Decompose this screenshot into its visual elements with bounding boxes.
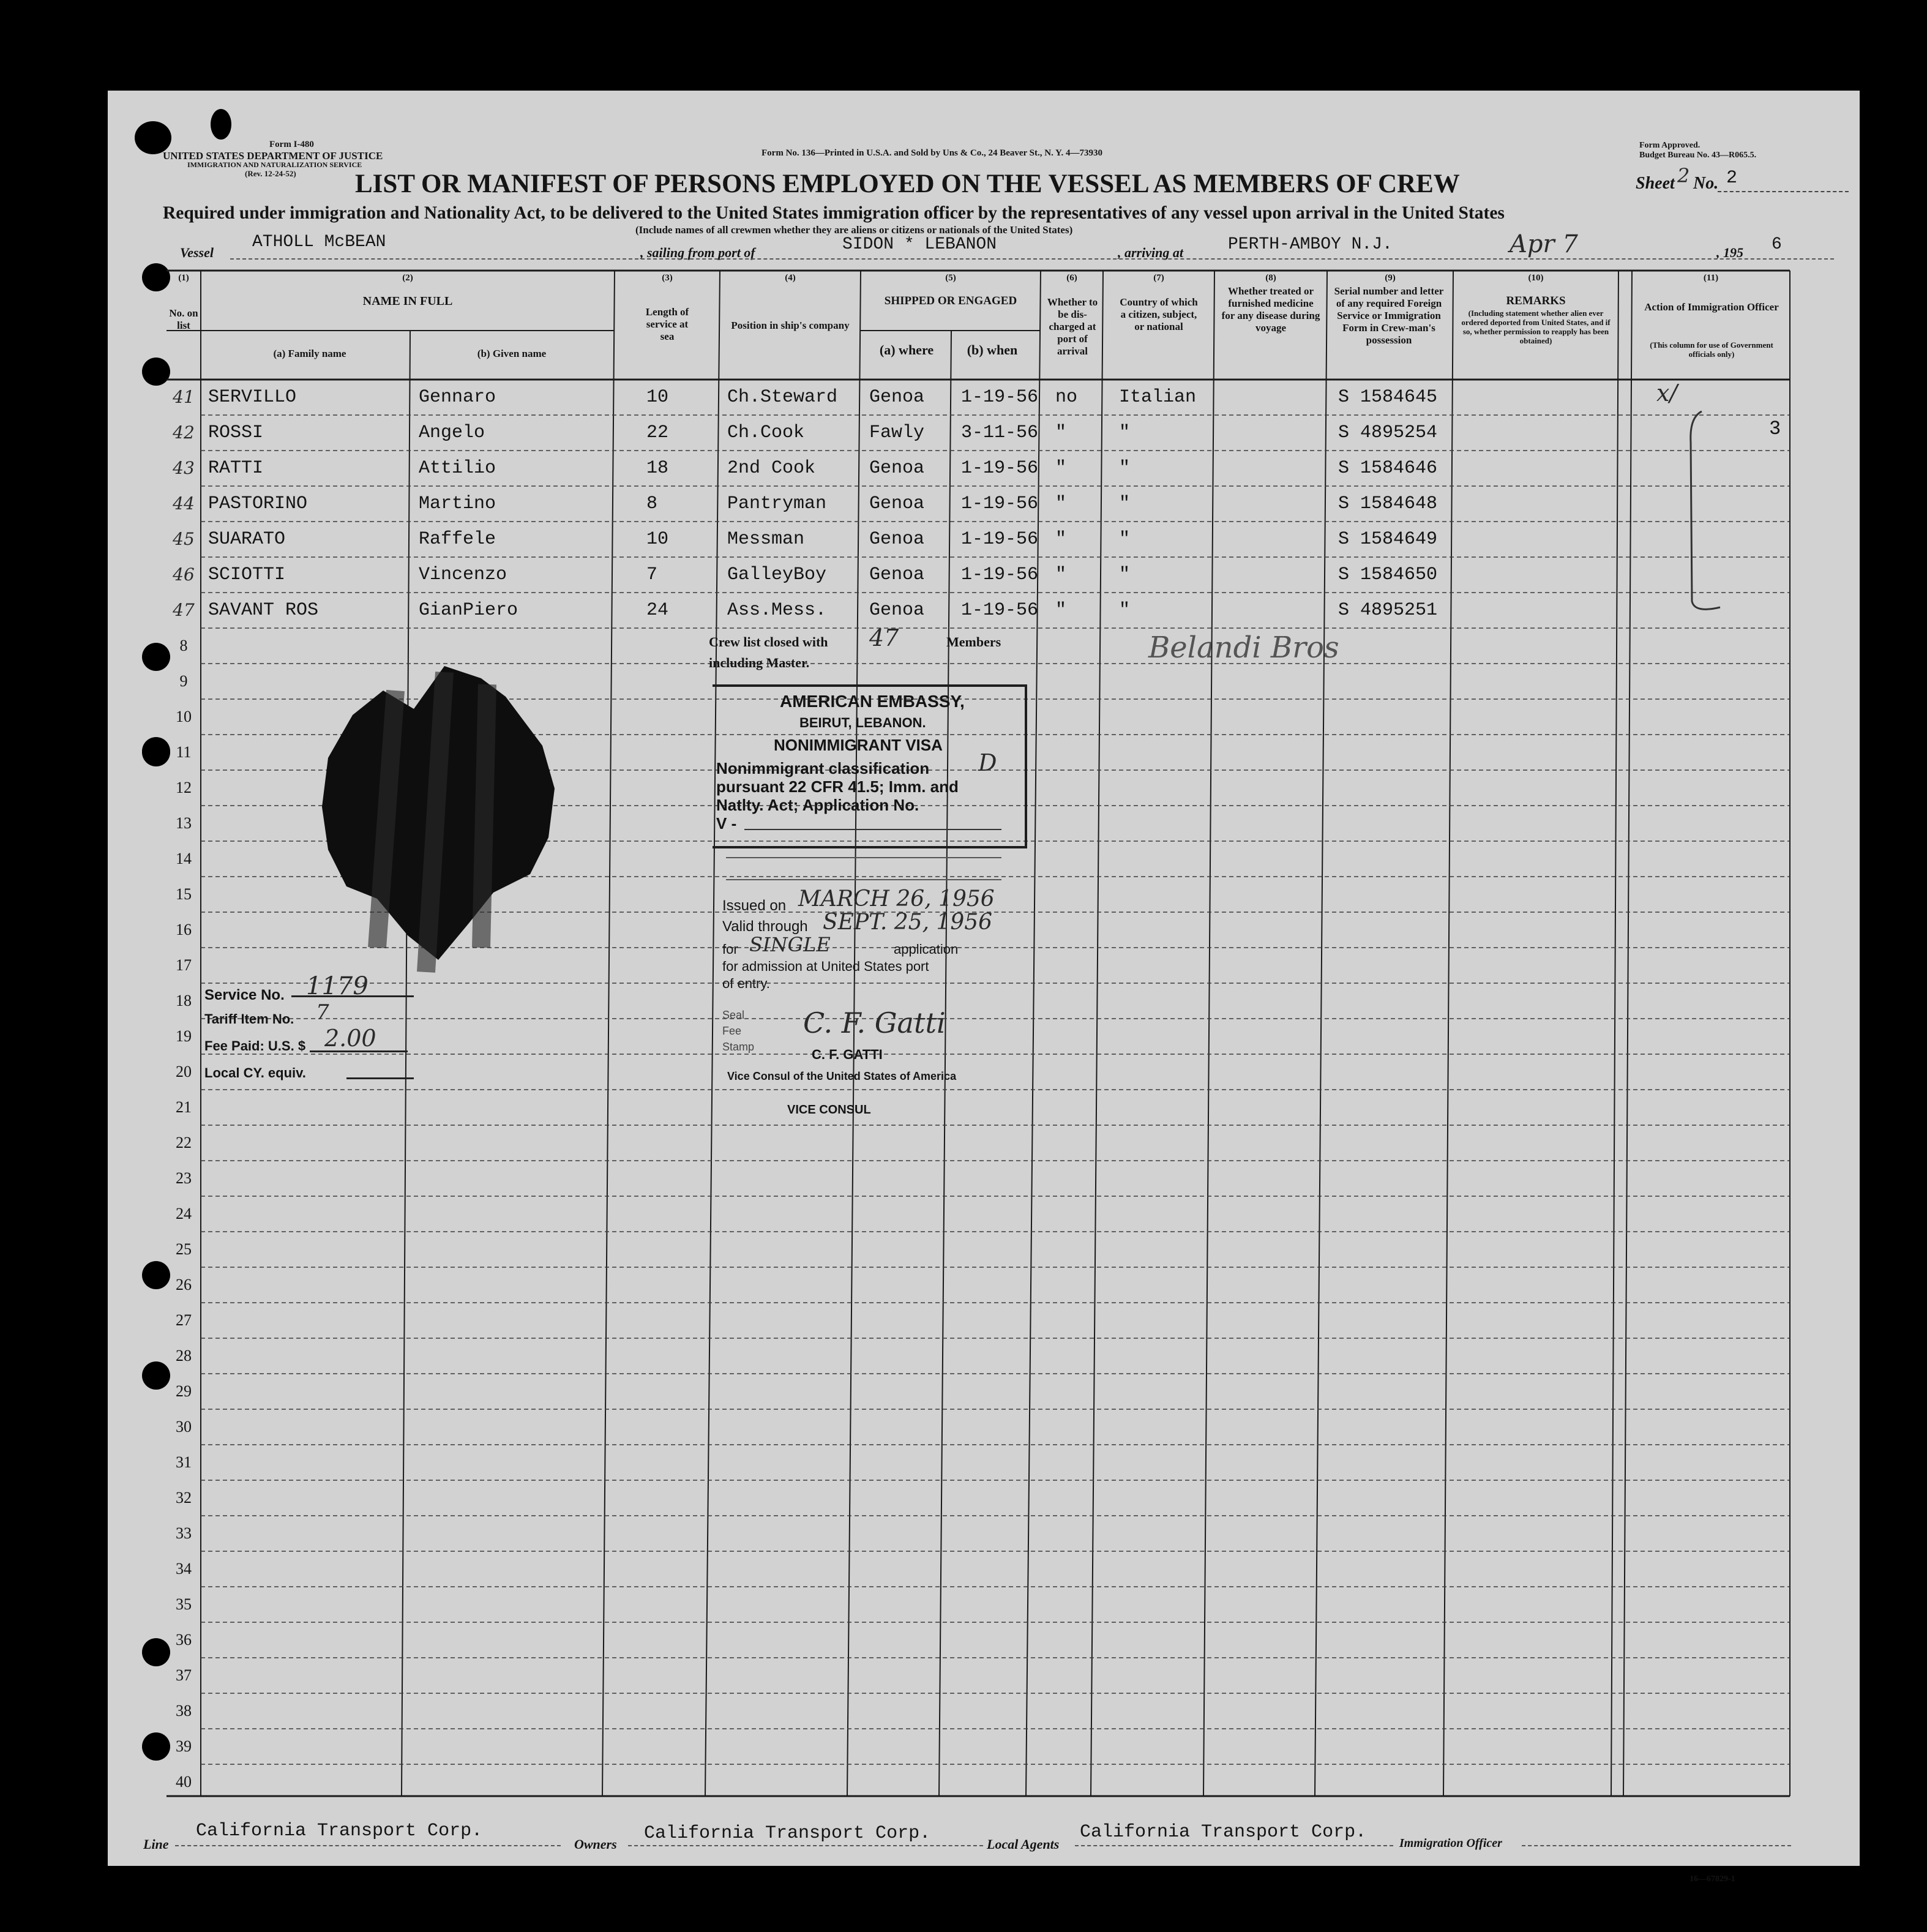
row-number: 11 [176,743,192,761]
embassy-seal [285,629,561,984]
row-number: 18 [176,992,192,1009]
row-number: 17 [176,956,192,974]
local-label: Local CY. equiv. [204,1065,306,1080]
shipped-where: Genoa [869,564,925,585]
given-name: Angelo [419,422,485,443]
tariff-value: 7 [316,1000,329,1025]
service-length: 24 [646,600,669,621]
owners-underline [628,1845,983,1846]
agents-underline [1075,1845,1393,1846]
discharged-status: " [1055,422,1067,443]
stamp-stamp-label: Stamp [722,1041,755,1053]
row-number: 38 [176,1702,192,1720]
col5-num: (5) [945,273,956,283]
col5b-header: (b) when [967,342,1018,358]
officer-mark: x/ [1656,380,1678,406]
family-name: SERVILLO [208,387,297,408]
col11-num: (11) [1703,273,1719,283]
sheet-label: Sheet [1636,174,1675,193]
list-number: 44 [173,493,195,514]
ship-position: Ass.Mess. [727,600,827,621]
stamp-blank-line [726,879,1001,880]
stamp-issued-label: Issued on [722,897,787,914]
agents-label: Local Agents [987,1837,1060,1852]
stamp-admission: for admission at United States port [722,959,929,974]
closed-including: including Master. [709,655,810,670]
stamp-pursuant: pursuant 22 CFR 41.5; Imm. and [716,777,959,796]
row-number: 13 [176,814,192,832]
col9-num: (9) [1385,273,1396,283]
ship-position: Ch.Cook [727,422,805,443]
shipped-where: Genoa [869,387,925,408]
arriving-port: PERTH-AMBOY N.J. [1228,235,1393,254]
row-number: 30 [176,1418,192,1436]
row-number: 39 [176,1737,192,1755]
discharged-status: " [1055,564,1067,585]
col2-num: (2) [402,273,413,283]
family-name: RATTI [208,458,264,479]
closed-count: 47 [869,624,899,651]
nationality: " [1119,458,1131,479]
nationality: " [1119,493,1131,514]
service-no-label: Service No. [204,987,285,1003]
sheet-no-label: No. [1693,174,1719,193]
given-name: Gennaro [419,387,496,408]
family-name: PASTORINO [208,493,308,514]
stamp-blank-line [726,857,1001,858]
form-id: Form I-480 [269,140,314,149]
row-number: 25 [176,1240,192,1258]
service-length: 18 [646,458,669,479]
officer-bracket [1683,405,1732,626]
stamp-act: Natlty. Act; Application No. [716,796,919,814]
stamp-type: NONIMMIGRANT VISA [774,736,943,754]
serial-number: S 1584646 [1338,458,1438,479]
nationality: " [1119,529,1131,550]
row-number: 33 [176,1524,192,1542]
shipped-where: Genoa [869,529,925,550]
nationality: " [1119,422,1131,443]
shipped-when: 1-19-56 [961,600,1039,621]
given-name: Martino [419,493,496,514]
col10-num: (10) [1528,273,1544,283]
shipped-when: 1-19-56 [961,493,1039,514]
printer-note: Form No. 136—Printed in U.S.A. and Sold by Uns & Co., 24 Beaver St., N. Y. 4—73930 [761,148,1102,158]
list-number: 42 [173,422,195,443]
col4-num: (4) [785,273,796,283]
nationality: " [1119,564,1131,585]
fee-value: 2.00 [324,1025,376,1052]
sheet-number: 2 [1726,168,1738,189]
row-number: 32 [176,1489,192,1507]
row-number: 35 [176,1595,192,1613]
local-underline [346,1077,414,1079]
closed-suffix: Members [946,634,1001,650]
row-number: 14 [176,850,192,867]
col6-header: Whether to be dis-charged at port of arrival [1047,296,1098,357]
col10-subheader: (Including statement whether alien ever ordered deported from United States, and if so, whether permission to reapply has been obtained) [1461,309,1611,345]
row-number: 24 [176,1205,192,1222]
include-note: (Include names of all crewmen whether they are aliens or citizens or nationals of the United States) [635,224,1073,236]
col6-num: (6) [1066,273,1077,283]
shipped-when: 1-19-56 [961,458,1039,479]
col5a-header: (a) where [879,342,934,358]
row-number: 27 [176,1311,192,1329]
stamp-for-label: for [722,942,738,957]
col1-num: (1) [178,273,189,283]
immigration-officer-label: Immigration Officer [1399,1837,1502,1850]
col5-header: SHIPPED OR ENGAGED [884,294,1017,307]
row-number: 31 [176,1453,192,1471]
margin-mark: 3 [1769,417,1781,440]
service-length: 7 [646,564,658,585]
serial-number: S 4895251 [1338,600,1438,621]
col2b-header: (b) Given name [477,348,547,359]
owners-value: California Transport Corp. [644,1823,931,1844]
serial-number: S 1584650 [1338,564,1438,585]
row-number: 40 [176,1773,192,1791]
col11-header: Action of Immigration Officer [1644,301,1779,313]
discharged-status: " [1055,529,1067,550]
form-approved: Form Approved. [1639,141,1701,150]
ship-position: Pantryman [727,493,827,514]
list-number: 45 [173,529,195,549]
col2a-header: (a) Family name [273,348,346,359]
page-title: LIST OR MANIFEST OF PERSONS EMPLOYED ON THE VESSEL AS MEMBERS OF CREW [355,170,1460,198]
fee-label: Fee Paid: U.S. $ [204,1038,306,1054]
serial-number: S 1584645 [1338,387,1438,408]
line-underline [175,1845,561,1846]
shipped-when: 1-19-56 [961,387,1039,408]
stamp-class-value: D [978,749,997,776]
department: UNITED STATES DEPARTMENT OF JUSTICE [163,150,383,162]
consul-role: VICE CONSUL [787,1103,871,1117]
stamp-valid-label: Valid through [722,918,808,935]
family-name: SUARATO [208,529,286,550]
consul-name: C. F. GATTI [812,1047,883,1062]
stamp-v: V - [716,814,737,833]
shipped-where: Genoa [869,458,925,479]
stamp-v-line [744,829,1001,830]
stamp-application: application [894,942,959,957]
row-number: 21 [176,1098,192,1116]
serial-number: S 1584649 [1338,529,1438,550]
service-name: IMMIGRATION AND NATURALIZATION SERVICE [187,160,362,169]
service-length: 22 [646,422,669,443]
officer-underline [1522,1845,1791,1846]
row-number: 15 [176,885,192,903]
row-number: 8 [179,637,188,654]
given-name: Vincenzo [419,564,507,585]
consul-signature: C. F. Gatti [803,1006,946,1039]
service-length: 10 [646,529,669,550]
line-label: Line [143,1837,169,1852]
col11-subheader: (This column for use of Government officials only) [1650,340,1773,359]
family-name: SCIOTTI [208,564,286,585]
stamp-fee-label: Fee [722,1025,742,1037]
given-name: Raffele [419,529,496,550]
service-no-value: 1179 [306,972,369,1000]
given-name: GianPiero [419,600,518,621]
line-value: California Transport Corp. [196,1821,483,1841]
service-length: 8 [646,493,658,514]
vessel-name: ATHOLL McBEAN [252,233,386,252]
sailing-label: , sailing from port of [640,245,755,260]
discharged-status: " [1055,493,1067,514]
row-number: 26 [176,1276,192,1294]
row-number: 29 [176,1382,192,1400]
nationality: Italian [1119,387,1197,408]
row-number: 10 [176,708,192,725]
tariff-label: Tariff Item No. [204,1011,294,1027]
shipped-where: Fawly [869,422,925,443]
list-number: 41 [173,387,195,407]
serial-number: S 1584648 [1338,493,1438,514]
row-number: 36 [176,1631,192,1649]
sheet-hand-number: 2 [1677,164,1690,187]
arriving-label: , arriving at [1118,245,1183,260]
row-number: 23 [176,1169,192,1187]
manifest-sheet [108,91,1860,1884]
col7-num: (7) [1153,273,1164,283]
row-number: 28 [176,1347,192,1365]
row-number: 12 [176,779,192,796]
row-number: 22 [176,1134,192,1151]
row-number: 37 [176,1666,192,1684]
row-number: 19 [176,1027,192,1045]
stamp-for-value: SINGLE [749,933,831,956]
row-number: 20 [176,1063,192,1080]
sailing-port: SIDON * LEBANON [842,235,997,254]
ship-position: GalleyBoy [727,564,827,585]
discharged-status: " [1055,600,1067,621]
form-code: 16—67829-1 [1689,1874,1735,1884]
year-value: 6 [1772,235,1782,254]
service-length: 10 [646,387,669,408]
vessel-label: Vessel [180,245,214,260]
col2-header: NAME IN FULL [362,294,453,308]
consul-title: Vice Consul of the United States of America [727,1070,957,1082]
closed-prefix: Crew list closed with [709,634,828,650]
arrival-date-hand: Apr 7 [1510,230,1578,258]
col3-header: Length of service at sea [645,306,689,342]
nationality: " [1119,600,1131,621]
required-text: Required under immigration and Nationality Act, to be delivered to the United States immigration officer by the representatives of any vessel upon arrival in the United States [163,203,1505,223]
budget-bureau: Budget Bureau No. 43—R065.5. [1639,151,1757,160]
stamp-city: BEIRUT, LEBANON. [799,715,926,730]
agents-value: California Transport Corp. [1080,1822,1367,1843]
row-number: 34 [176,1560,192,1578]
family-name: ROSSI [208,422,264,443]
col9-header: Serial number and letter of any required Foreign Service or Immigration Form in Crew-man's possession [1334,285,1444,346]
stamp-class-label: Nonimmigrant classification [716,759,930,777]
shipped-where: Genoa [869,600,925,621]
col3-num: (3) [662,273,673,283]
discharged-status: no [1055,387,1078,408]
col7-header: Country of which a citizen, subject, or national [1120,296,1198,332]
shipped-when: 1-19-56 [961,529,1039,550]
col10-header: REMARKS [1506,294,1566,307]
row-number: 16 [176,921,192,938]
owners-label: Owners [574,1837,617,1852]
service-underline [291,995,414,997]
shipped-when: 3-11-56 [961,422,1039,443]
list-number: 46 [173,564,195,585]
stamp-entry: of entry. [722,976,770,991]
stamp-valid-date: SEPT. 25, 1956 [823,910,993,935]
revision: (Rev. 12-24-52) [245,169,296,178]
fee-underline [310,1050,408,1052]
ship-position: Messman [727,529,805,550]
col4-header: Position in ship's company [731,320,850,331]
remark-handwriting: Belandi Bros [1148,631,1339,665]
stamp-embassy: AMERICAN EMBASSY, [780,692,965,711]
family-name: SAVANT ROS [208,600,319,621]
shipped-when: 1-19-56 [961,564,1039,585]
list-number: 47 [173,600,195,620]
discharged-status: " [1055,458,1067,479]
list-number: 43 [173,458,195,478]
col8-header: Whether treated or furnished medicine for any disease during voyage [1221,285,1320,334]
ship-position: 2nd Cook [727,458,816,479]
ship-position: Ch.Steward [727,387,838,408]
col8-num: (8) [1265,273,1276,283]
serial-number: S 4895254 [1338,422,1438,443]
row-number: 9 [179,672,188,690]
stamp-seal-label: Seal [722,1009,745,1021]
year-label: , 195 [1716,245,1743,260]
col1-header: No. on list [169,307,198,331]
shipped-where: Genoa [869,493,925,514]
stamp-issued-date: MARCH 26, 1956 [798,886,995,912]
given-name: Attilio [419,458,496,479]
